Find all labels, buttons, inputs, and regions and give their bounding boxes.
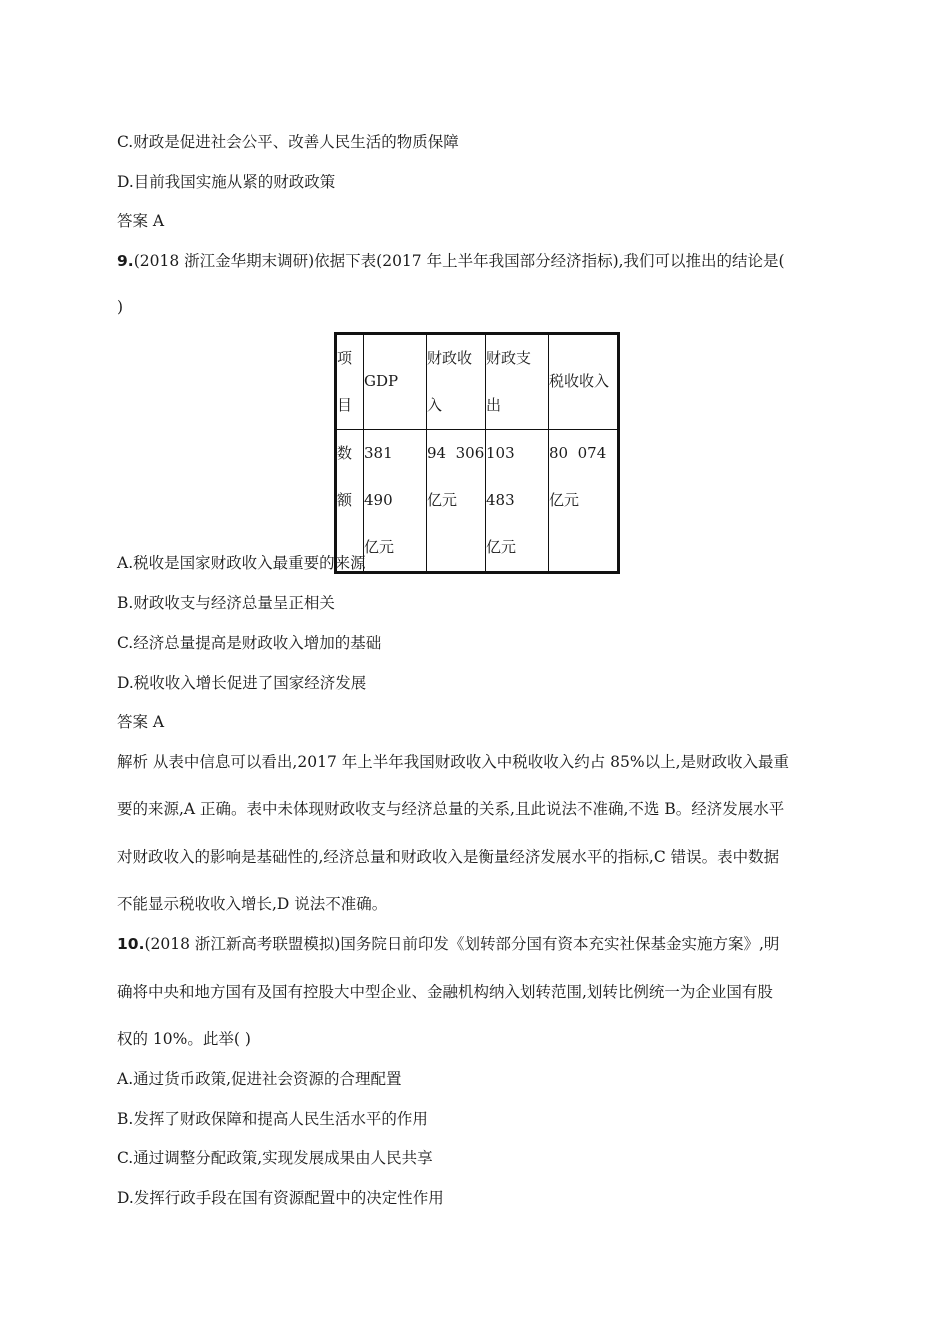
q9-analysis-line1: 解析 从表中信息可以看出,2017 年上半年我国财政收入中税收收入约占 85%以上,是财政收入最重 [117, 753, 790, 771]
q10-stem-text: (2018 浙江新高考联盟模拟)国务院日前印发《划转部分国有资本充实社保基金实施方案》,明 [144, 935, 780, 953]
q9-answer: 答案 A [117, 713, 165, 731]
value-fiscal-expenditure: 103 483 亿元 [486, 444, 517, 556]
q8-option-c: C.财政是促进社会公平、改善人民生活的物质保障 [117, 133, 459, 151]
q9-option-c: C.经济总量提高是财政收入增加的基础 [117, 634, 382, 652]
q8-answer: 答案 A [117, 212, 165, 230]
q9-number: 9. [117, 252, 134, 270]
q10-stem-line2: 确将中央和地方国有及国有控股大中型企业、金融机构纳入划转范围,划转比例统一为企业国有股 [117, 983, 773, 1001]
header-cell-gdp: GDP [364, 372, 399, 390]
table-row [336, 430, 619, 573]
q10-number: 10. [117, 935, 145, 953]
q9-option-d: D.税收收入增长促进了国家经济发展 [117, 674, 367, 692]
header-cell-item: 项 目 [337, 349, 353, 414]
q9-analysis-line2: 要的来源,A 正确。表中未体现财政收支与经济总量的关系,且此说法不准确,不选 B。经济发展水平 [117, 800, 785, 818]
q9-option-a: A.税收是国家财政收入最重要的来源 [117, 554, 366, 572]
q9-stem-text: (2018 浙江金华期末调研)依据下表(2017 年上半年我国部分经济指标),我们可以推出的结论是( [133, 252, 785, 270]
value-gdp: 381 490 亿元 [364, 444, 395, 556]
header-cell-fiscal-revenue: 财政收 入 [427, 349, 473, 414]
q9-stem-line2: ) [117, 298, 124, 316]
row-label-amount: 数 额 [337, 444, 353, 509]
q10-stem-line3: 权的 10%。此举( ) [117, 1030, 251, 1048]
q10-option-b: B.发挥了财政保障和提高人民生活水平的作用 [117, 1110, 428, 1128]
header-cell-fiscal-expenditure: 财政支 出 [486, 349, 532, 414]
table-header-row [336, 334, 619, 430]
q9-option-b: B.财政收支与经济总量呈正相关 [117, 594, 335, 612]
q9-data-table [334, 332, 620, 574]
q10-stem-line1 [117, 934, 779, 954]
value-fiscal-revenue: 94 306 亿元 [427, 444, 485, 509]
q9-analysis-line4: 不能显示税收收入增长,D 说法不准确。 [117, 895, 388, 913]
header-cell-tax-revenue: 税收收入 [549, 372, 610, 390]
q10-option-d: D.发挥行政手段在国有资源配置中的决定性作用 [117, 1189, 444, 1207]
q9-stem-line1 [117, 251, 785, 271]
q10-option-a: A.通过货币政策,促进社会资源的合理配置 [117, 1070, 402, 1088]
q9-analysis-line3: 对财政收入的影响是基础性的,经济总量和财政收入是衡量经济发展水平的指标,C 错误。表中数据 [117, 848, 780, 866]
q10-option-c: C.通过调整分配政策,实现发展成果由人民共享 [117, 1149, 433, 1167]
q8-option-d: D.目前我国实施从紧的财政政策 [117, 173, 336, 191]
value-tax-revenue: 80 074 亿元 [549, 444, 607, 509]
